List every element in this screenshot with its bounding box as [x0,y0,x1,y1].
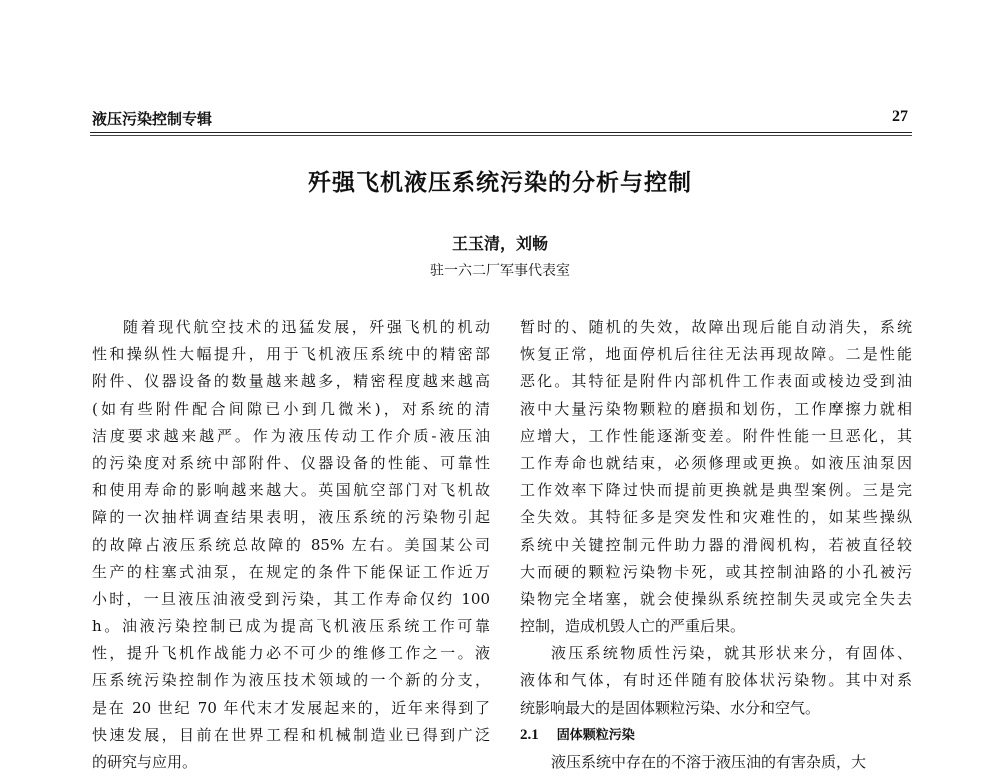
left-column [92,314,490,776]
body-text-line: 大而硬的颗粒污染物卡死，或其控制油路的小孔被污 [520,562,912,581]
body-text-line: (如有些附件配合间隙已小到几微米)，对系统的清 [92,399,490,418]
body-text-line: 和使用寿命的影响越来越大。英国航空部门对飞机故 [92,481,490,500]
body-text-line: 液中大量污染物颗粒的磨损和划伤，工作摩擦力就相 [520,399,912,418]
body-text-line: 小时，一旦液压油液受到污染，其工作寿命仅约 100 [92,589,490,608]
body-text-line: 液体和气体，有时还伴随有胶体状污染物。其中对系 [520,671,912,690]
article-authors: 王玉清，刘畅 [451,234,548,253]
body-text-line: 的故障占液压系统总故障的 85% 左右。美国某公司 [92,535,490,554]
body-text-line: 快速发展，目前在世界工程和机械制造业已得到广泛 [92,725,490,744]
body-text-line: 性和操纵性大幅提升，用于飞机液压系统中的精密部 [92,345,490,364]
body-text-line: 附件、仪器设备的数量越来越多，精密程度越来越高 [92,372,490,391]
article-affiliation: 驻一六二厂军事代表室 [430,263,570,279]
header-rule-thin [90,135,912,136]
body-text-line: 障的一次抽样调查结果表明，液压系统的污染物引起 [92,508,490,527]
running-header-section: 液压污染控制专辑 [92,110,213,128]
body-text-line: 染物完全堵塞，就会使操纵系统控制失灵或完全失去 [520,589,912,608]
body-text-line: 性，提升飞机作战能力必不可少的维修工作之一。液 [92,644,490,663]
body-text-line: 控制，造成机毁人亡的严重后果。 [520,617,746,636]
body-text-line: h。油液污染控制已成为提高飞机液压系统工作可靠 [92,617,490,636]
body-text-line: 洁度要求越来越严。作为液压传动工作介质-液压油 [92,426,490,445]
body-text-line: 液压系统中存在的不溶于液压油的有害杂质，大 [551,753,867,771]
body-text-line: 生产的柱塞式油泵，在规定的条件下能保证工作近万 [92,562,490,581]
body-text-line: 恶化。其特征是附件内部机件工作表面或棱边受到油 [520,372,912,391]
article-title: 歼强飞机液压系统污染的分析与控制 [308,170,692,196]
body-text-line: 液压系统物质性污染，就其形状来分，有固体、 [551,644,912,663]
body-text-line: 统影响最大的是固体颗粒污染、水分和空气。 [520,698,821,717]
body-text-line: 的研究与应用。 [92,753,198,771]
section-title: 固体颗粒污染 [556,727,635,743]
body-text-line: 的污染度对系统中部附件、仪器设备的性能、可靠性 [92,453,490,472]
body-text-line: 全失效。其特征多是突发性和灾难性的，如某些操纵 [520,508,912,527]
body-text-line: 暂时的、随机的失效，故障出现后能自动消失，系统 [520,318,912,336]
section-number: 2.1 [520,726,539,743]
body-text-line: 恢复正常，地面停机后往往无法再现故障。二是性能 [520,345,912,364]
body-text-line: 应增大，工作性能逐渐变差。附件性能一旦恶化，其 [520,426,912,445]
header-rule [90,132,912,133]
body-text-line: 系统中关键控制元件助力器的滑阀机构，若被直径较 [520,535,912,554]
body-text-line: 随着现代航空技术的迅猛发展，歼强飞机的机动 [123,318,490,336]
body-text-line: 压系统污染控制作为液压技术领域的一个新的分支， [92,671,490,690]
body-text-line: 工作寿命也就结束，必须修理或更换。如液压油泵因 [520,453,912,472]
body-text-line: 工作效率下降过快而提前更换就是典型案例。三是完 [520,481,912,500]
body-text-line: 是在 20 世纪 70 年代末才发展起来的，近年来得到了 [92,698,490,717]
section-heading [520,722,912,749]
right-column [520,314,912,776]
page-number: 27 [892,108,908,125]
